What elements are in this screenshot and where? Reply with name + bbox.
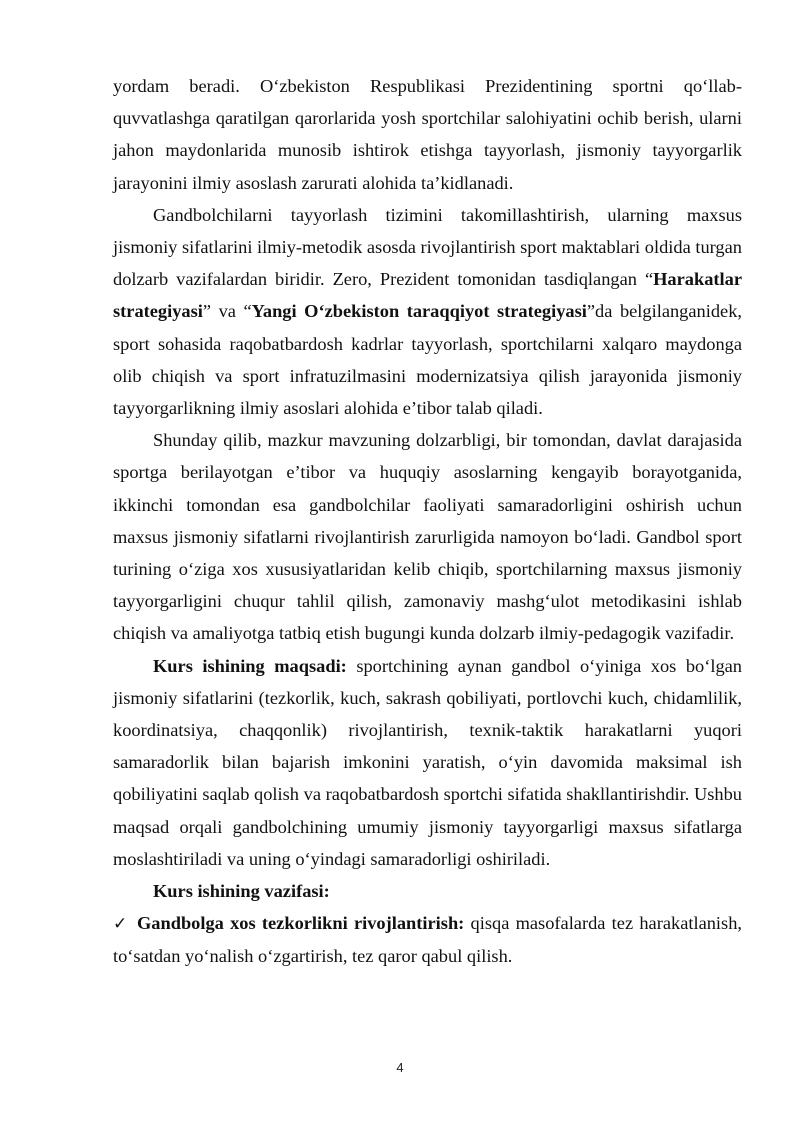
paragraph-intro-continuation: yordam beradi. O‘zbekiston Respublikasi Prezidentining sportni qo‘llab-quvvatlashga qaratilgan qarorlarida yosh sportchilar salohiyatini ochib berish, ularni jahon maydonlarida munosib ishtirok etishga tayyorlash, jismoniy tayyorgarlik jarayonini ilmiy asoslash zarurati alohida ta’kidlanadi.: [113, 76, 742, 193]
goal-text: sportchining aynan gandbol o‘yiniga xos bo‘lgan jismoniy sifatlarini (tezkorlik, kuch, sakrash qobiliyati, portlovchi kuch, chidamlilik, koordinatsiya, chaqqonlik) rivojlantirish, texnik-taktik harakatlarni yuqori samaradorlik bilan bajarish imkonini yaratish, o‘yin davomida maksimal ish qobiliyatini saqlab qolish va raqobatbardosh sportchi sifatida shakllantirishdir. Ushbu maqsad orqali gandbolchining umumiy jismoniy tayyorgarligi maxsus sifatlarga moslashtiriladi va uning o‘yindagi samaradorligi oshiriladi.: [113, 655, 742, 869]
goal-heading: Kurs ishining maqsadi:: [153, 655, 347, 676]
paragraph-relevance: Shunday qilib, mazkur mavzuning dolzarbligi, bir tomondan, davlat darajasida sportga berilayotgan e’tibor va huquqiy asoslarning kengayib borayotganida, ikkinchi tomondan esa gandbolchilar faoliyati samaradorligini oshirish uchun maxsus jismoniy sifatlarni rivojlantirish zarurligida namoyon bo‘ladi. Gandbol sport turining o‘ziga xos xususiyatlaridan kelib chiqib, sportchilarning maxsus jismoniy tayyorgarligini chuqur tahlil qilish, zamonaviy mashg‘ulot metodikasini ishlab chiqish va amaliyotga tatbiq etish bugungi kunda dolzarb ilmiy-pedagogik vazifadir.: [113, 430, 742, 644]
paragraph-goal: [113, 650, 742, 875]
paragraph-strategy: [113, 199, 742, 424]
checkmark-icon: ✓: [113, 914, 128, 935]
task-item-heading: Gandbolga xos tezkorlikni rivojlantirish:: [137, 913, 465, 934]
strategy-title-yangi-uzbekiston: Yangi O‘zbekiston taraqqiyot strategiyasi: [251, 301, 587, 322]
task-list-item-speed: [113, 907, 742, 972]
paragraph-strategy-text-end: ”da belgilanganidek, sport sohasida raqobatbardosh kadrlar tayyorlash, sportchilarni xalqaro maydonga olib chiqish va sport infratuzilmasini modernizatsiya qilish jarayonida jismoniy tayyorgarlikning ilmiy asoslari alohida e’tibor talab qiladi.: [113, 301, 742, 419]
tasks-heading: Kurs ishining vazifasi:: [153, 881, 330, 902]
page-number: 4: [396, 1060, 404, 1075]
task-item-text: qisqa masofalarda tez harakatlanish, to‘satdan yo‘nalish o‘zgartirish, tez qaror qabul qilish.: [113, 913, 742, 967]
paragraph-strategy-text-mid: ” va “: [202, 301, 252, 322]
strategy-title-harakatlar: Harakatlar strategiyasi: [113, 269, 742, 322]
document-body: [113, 70, 742, 973]
paragraph-strategy-text-start: Gandbolchilarni tayyorlash tizimini takomillashtirish, ularning maxsus jismoniy sifatlarini ilmiy-metodik asosda rivojlantirish sport maktablari oldida turgan dolzarb vazifalardan biridir. Zero, Prezident tomonidan tasdiqlangan “: [113, 204, 742, 290]
